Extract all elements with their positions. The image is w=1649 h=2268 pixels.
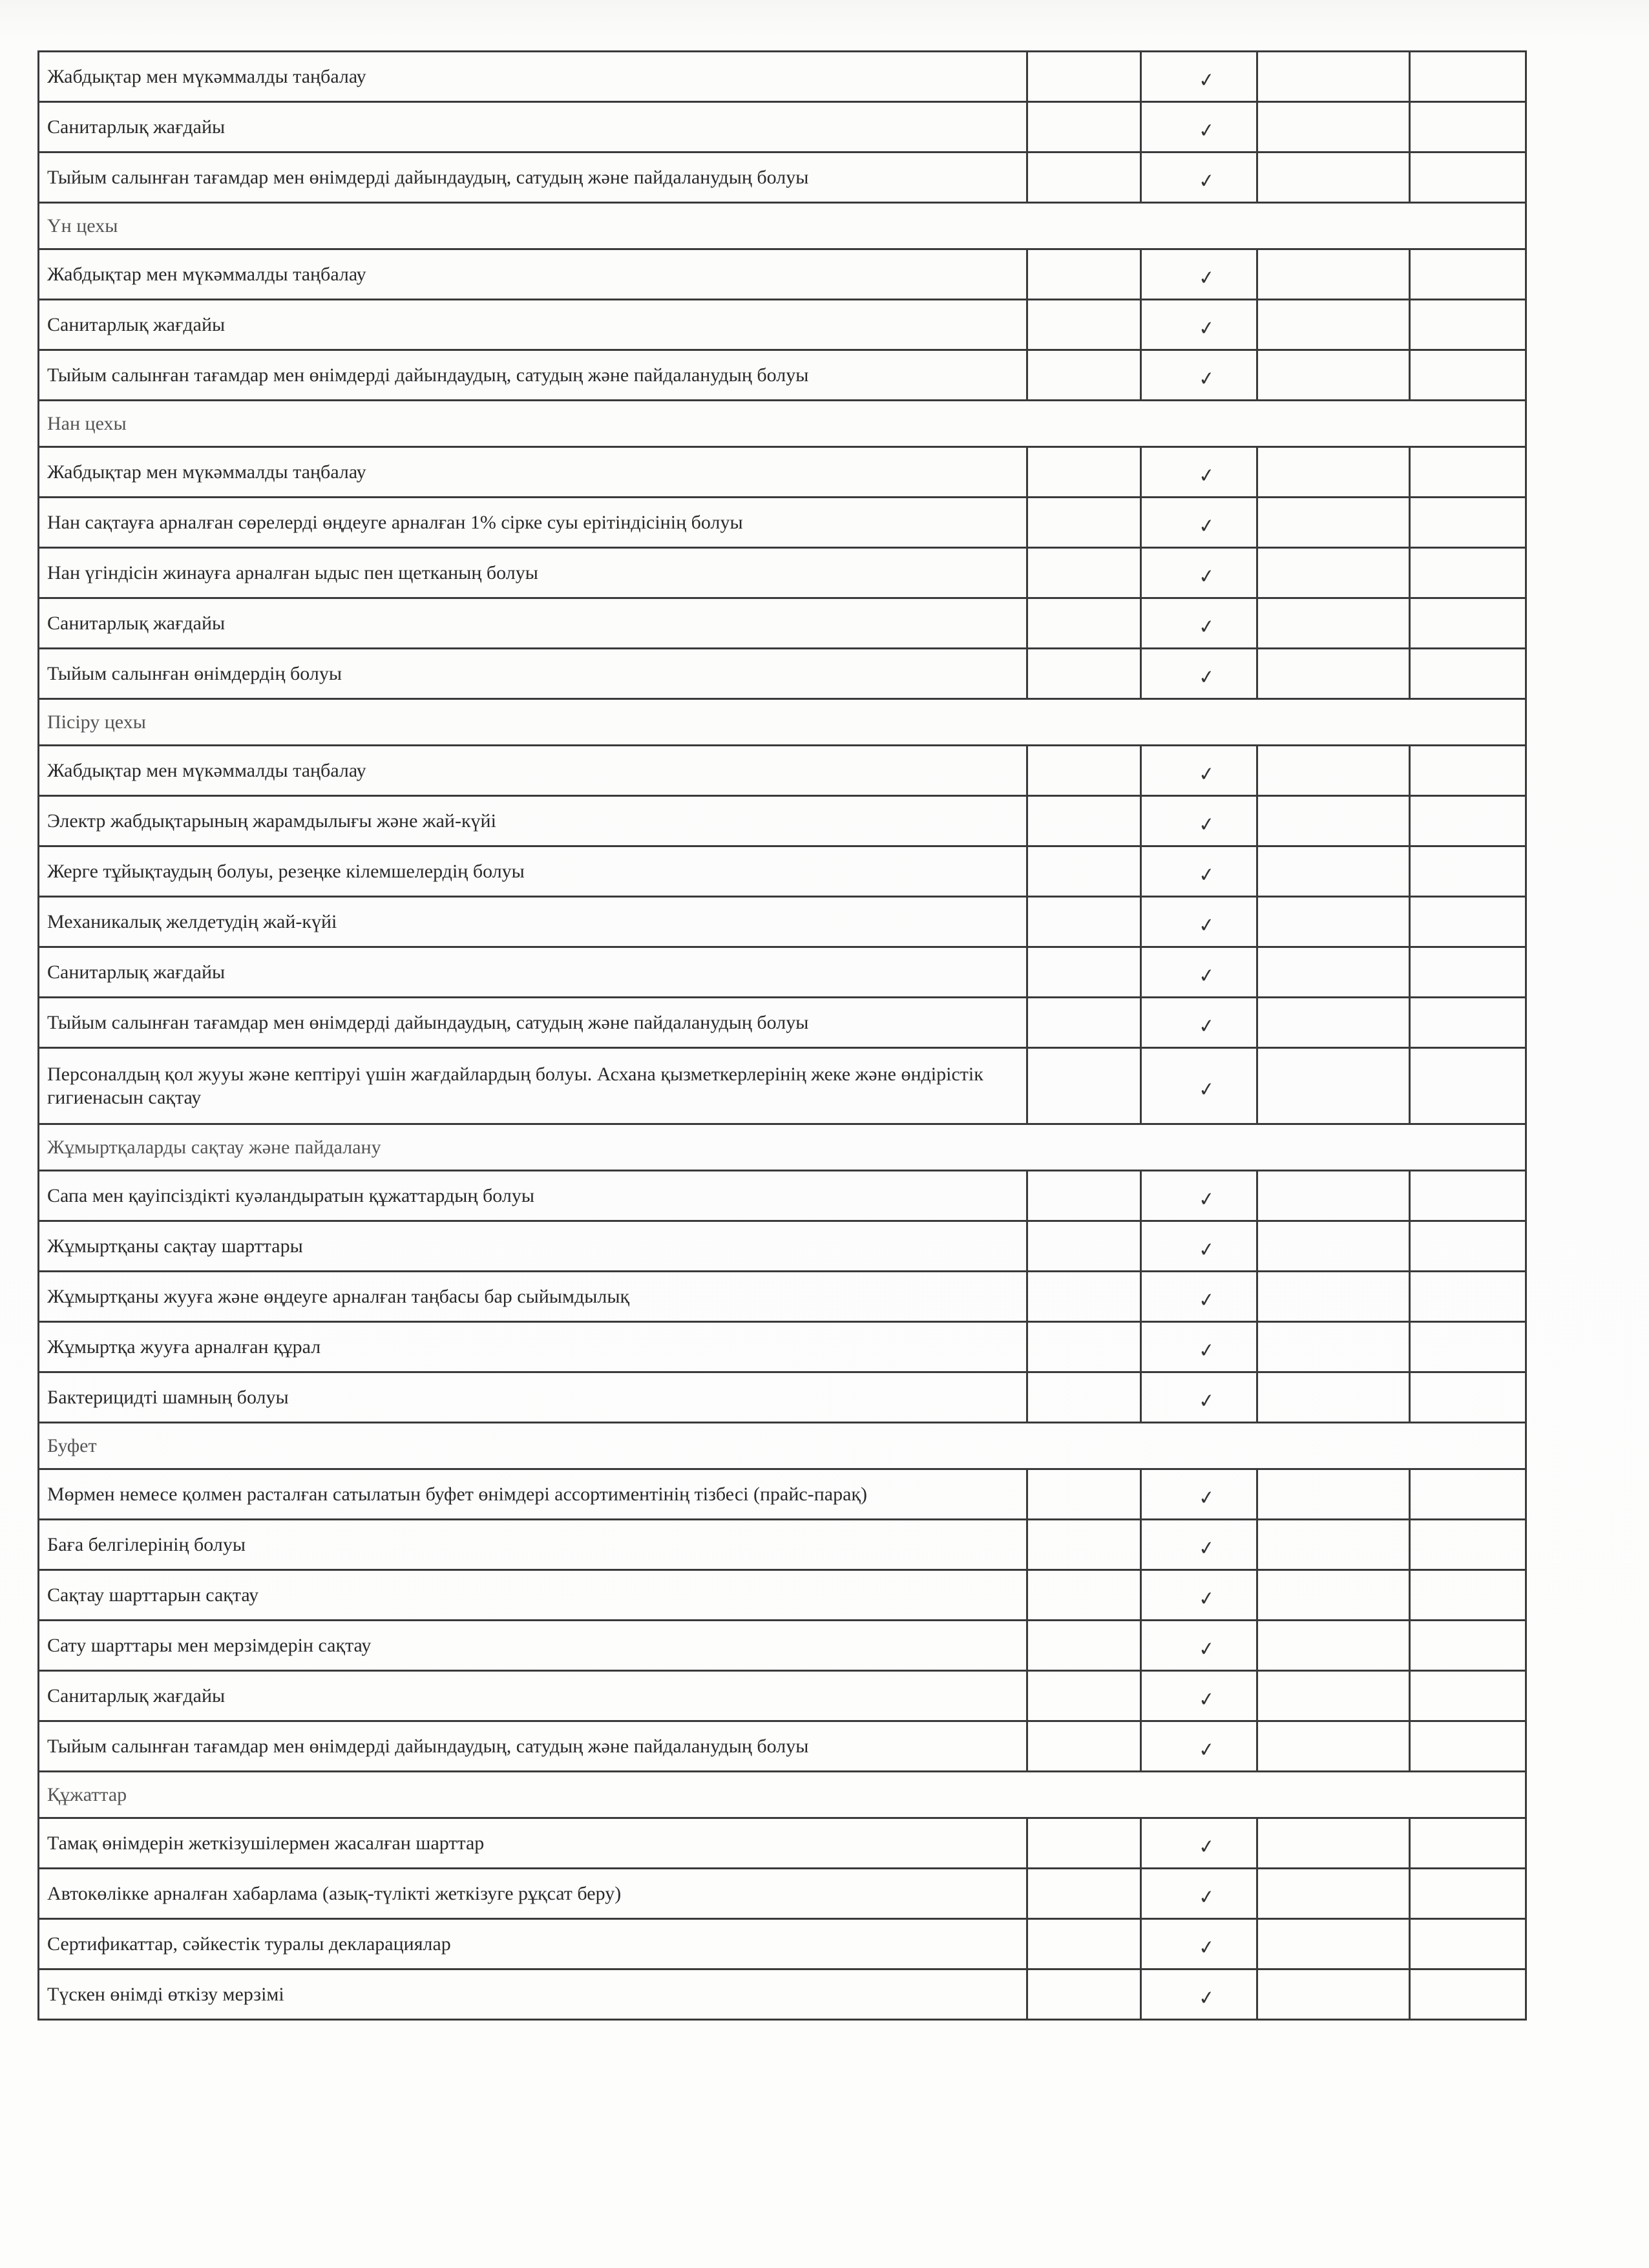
- section-title: Нан цехы: [39, 401, 1526, 447]
- requirement-text: Жабдықтар мен мүкәммалды таңбалау: [39, 249, 1027, 300]
- empty-cell: [1257, 598, 1410, 649]
- empty-cell: [1027, 1621, 1141, 1671]
- check-cell: [1141, 796, 1257, 846]
- checklist-row: [39, 300, 1526, 350]
- requirement-text: Бактерицидті шамның болуы: [39, 1372, 1027, 1423]
- empty-cell: [1027, 447, 1141, 498]
- checklist-row: [39, 1520, 1526, 1570]
- requirement-text: Жабдықтар мен мүкәммалды таңбалау: [39, 746, 1027, 796]
- empty-cell: [1410, 249, 1526, 300]
- inspection-checklist-table: [37, 50, 1527, 2021]
- empty-cell: [1257, 300, 1410, 350]
- requirement-text: Баға белгілерінің болуы: [39, 1520, 1027, 1570]
- empty-cell: [1410, 1469, 1526, 1520]
- empty-cell: [1027, 102, 1141, 152]
- requirement-text: Жұмыртқаны жууға және өңдеуге арналған таңбасы бар сыйымдылық: [39, 1272, 1027, 1322]
- check-cell: [1141, 649, 1257, 699]
- requirement-text: Сертификаттар, сәйкестік туралы декларациялар: [39, 1919, 1027, 1969]
- check-cell: [1141, 598, 1257, 649]
- checklist-row: [39, 1818, 1526, 1869]
- empty-cell: [1027, 52, 1141, 102]
- check-cell: [1141, 1869, 1257, 1919]
- checkmark-icon: ✓: [1197, 564, 1216, 589]
- requirement-text: Санитарлық жағдайы: [39, 102, 1027, 152]
- empty-cell: [1027, 1322, 1141, 1372]
- requirement-text: Жұмыртқаны сақтау шарттары: [39, 1221, 1027, 1272]
- checklist-row: [39, 1272, 1526, 1322]
- checklist-row: [39, 447, 1526, 498]
- requirement-text: Жабдықтар мен мүкәммалды таңбалау: [39, 52, 1027, 102]
- check-cell: [1141, 1372, 1257, 1423]
- empty-cell: [1257, 1048, 1410, 1124]
- check-cell: [1141, 52, 1257, 102]
- empty-cell: [1410, 102, 1526, 152]
- requirement-text: Автокөлікке арналған хабарлама (азық-түлікті жеткізуге рұқсат беру): [39, 1869, 1027, 1919]
- checklist-row: [39, 1048, 1526, 1124]
- empty-cell: [1410, 598, 1526, 649]
- checkmark-icon: ✓: [1197, 1834, 1216, 1859]
- requirement-text: Персоналдың қол жууы және кептіруі үшін жағдайлардың болуы. Асхана қызметкерлерінің жеке және өндірістік гигиенасын сақтау: [39, 1048, 1027, 1124]
- empty-cell: [1257, 1621, 1410, 1671]
- checklist-body: [39, 52, 1526, 2020]
- checklist-row: [39, 1372, 1526, 1423]
- empty-cell: [1257, 1869, 1410, 1919]
- checklist-row: [39, 846, 1526, 897]
- empty-cell: [1257, 746, 1410, 796]
- check-cell: [1141, 1721, 1257, 1772]
- checkmark-icon: ✓: [1197, 1885, 1216, 1909]
- checklist-row: [39, 102, 1526, 152]
- empty-cell: [1257, 947, 1410, 998]
- requirement-text: Тамақ өнімдерін жеткізушілермен жасалған шарттар: [39, 1818, 1027, 1869]
- checkmark-icon: ✓: [1197, 1486, 1216, 1510]
- checkmark-icon: ✓: [1197, 266, 1216, 290]
- empty-cell: [1410, 1621, 1526, 1671]
- empty-cell: [1410, 152, 1526, 203]
- requirement-text: Тыйым салынған тағамдар мен өнімдерді дайындаудың, сатудың және пайдаланудың болуы: [39, 152, 1027, 203]
- empty-cell: [1257, 447, 1410, 498]
- checklist-row: [39, 1322, 1526, 1372]
- empty-cell: [1257, 1171, 1410, 1221]
- empty-cell: [1410, 1721, 1526, 1772]
- requirement-text: Нан үгіндісін жинауға арналған ыдыс пен щетканың болуы: [39, 548, 1027, 598]
- empty-cell: [1410, 548, 1526, 598]
- empty-cell: [1257, 52, 1410, 102]
- empty-cell: [1027, 152, 1141, 203]
- checklist-row: [39, 1171, 1526, 1221]
- checkmark-icon: ✓: [1197, 463, 1216, 488]
- checkmark-icon: ✓: [1197, 1935, 1216, 1960]
- checklist-row: [39, 998, 1526, 1048]
- check-cell: [1141, 1671, 1257, 1721]
- empty-cell: [1027, 1520, 1141, 1570]
- checkmark-icon: ✓: [1197, 1237, 1216, 1262]
- empty-cell: [1410, 447, 1526, 498]
- check-cell: [1141, 1322, 1257, 1372]
- empty-cell: [1257, 1721, 1410, 1772]
- checkmark-icon: ✓: [1197, 316, 1216, 341]
- empty-cell: [1410, 300, 1526, 350]
- checklist-row: [39, 1621, 1526, 1671]
- check-cell: [1141, 1221, 1257, 1272]
- checklist-row: [39, 649, 1526, 699]
- empty-cell: [1257, 649, 1410, 699]
- empty-cell: [1410, 1570, 1526, 1621]
- empty-cell: [1027, 548, 1141, 598]
- empty-cell: [1257, 152, 1410, 203]
- checkmark-icon: ✓: [1197, 1637, 1216, 1661]
- empty-cell: [1027, 1048, 1141, 1124]
- check-cell: [1141, 947, 1257, 998]
- empty-cell: [1410, 947, 1526, 998]
- checklist-row: [39, 947, 1526, 998]
- empty-cell: [1410, 846, 1526, 897]
- check-cell: [1141, 1469, 1257, 1520]
- checkmark-icon: ✓: [1197, 1986, 1216, 2010]
- empty-cell: [1027, 649, 1141, 699]
- empty-cell: [1027, 1919, 1141, 1969]
- requirement-text: Механикалық желдетудің жай-күйі: [39, 897, 1027, 947]
- checkmark-icon: ✓: [1197, 963, 1216, 988]
- empty-cell: [1257, 1818, 1410, 1869]
- section-header-row: [39, 699, 1526, 746]
- empty-cell: [1027, 1671, 1141, 1721]
- empty-cell: [1257, 1969, 1410, 2020]
- checklist-row: [39, 1721, 1526, 1772]
- requirement-text: Электр жабдықтарының жарамдылығы және жай-күйі: [39, 796, 1027, 846]
- check-cell: [1141, 548, 1257, 598]
- empty-cell: [1257, 1221, 1410, 1272]
- check-cell: [1141, 1520, 1257, 1570]
- empty-cell: [1410, 796, 1526, 846]
- requirement-text: Санитарлық жағдайы: [39, 300, 1027, 350]
- empty-cell: [1027, 796, 1141, 846]
- checkmark-icon: ✓: [1197, 812, 1216, 837]
- check-cell: [1141, 998, 1257, 1048]
- section-header-row: [39, 1124, 1526, 1171]
- empty-cell: [1257, 1272, 1410, 1322]
- checklist-row: [39, 1671, 1526, 1721]
- check-cell: [1141, 1272, 1257, 1322]
- empty-cell: [1257, 846, 1410, 897]
- check-cell: [1141, 1919, 1257, 1969]
- checkmark-icon: ✓: [1197, 1586, 1216, 1611]
- checkmark-icon: ✓: [1197, 863, 1216, 887]
- section-header-row: [39, 401, 1526, 447]
- empty-cell: [1410, 498, 1526, 548]
- check-cell: [1141, 102, 1257, 152]
- check-cell: [1141, 300, 1257, 350]
- check-cell: [1141, 447, 1257, 498]
- empty-cell: [1027, 350, 1141, 401]
- empty-cell: [1027, 846, 1141, 897]
- requirement-text: Мөрмен немесе қолмен расталған сатылатын буфет өнімдері ассортиментінің тізбесі (прайс-парақ): [39, 1469, 1027, 1520]
- checkmark-icon: ✓: [1197, 1738, 1216, 1762]
- section-header-row: [39, 1772, 1526, 1818]
- checkmark-icon: ✓: [1197, 366, 1216, 391]
- check-cell: [1141, 1171, 1257, 1221]
- section-title: Жұмыртқаларды сақтау және пайдалану: [39, 1124, 1526, 1171]
- checklist-row: [39, 249, 1526, 300]
- requirement-text: Тыйым салынған тағамдар мен өнімдерді дайындаудың, сатудың және пайдаланудың болуы: [39, 1721, 1027, 1772]
- section-header-row: [39, 1423, 1526, 1469]
- empty-cell: [1410, 52, 1526, 102]
- empty-cell: [1257, 548, 1410, 598]
- checklist-row: [39, 1570, 1526, 1621]
- checklist-row: [39, 598, 1526, 649]
- empty-cell: [1027, 1570, 1141, 1621]
- checkmark-icon: ✓: [1197, 1687, 1216, 1712]
- empty-cell: [1027, 1221, 1141, 1272]
- check-cell: [1141, 152, 1257, 203]
- checklist-row: [39, 1469, 1526, 1520]
- checkmark-icon: ✓: [1197, 1389, 1216, 1413]
- check-cell: [1141, 1969, 1257, 2020]
- empty-cell: [1257, 1322, 1410, 1372]
- checklist-row: [39, 152, 1526, 203]
- checklist-row: [39, 1969, 1526, 2020]
- empty-cell: [1410, 1048, 1526, 1124]
- section-title: Буфет: [39, 1423, 1526, 1469]
- requirement-text: Сату шарттары мен мерзімдерін сақтау: [39, 1621, 1027, 1671]
- checkmark-icon: ✓: [1197, 1014, 1216, 1038]
- empty-cell: [1410, 1919, 1526, 1969]
- checklist-row: [39, 1869, 1526, 1919]
- checkmark-icon: ✓: [1197, 1288, 1216, 1312]
- requirement-text: Санитарлық жағдайы: [39, 598, 1027, 649]
- empty-cell: [1410, 1372, 1526, 1423]
- empty-cell: [1257, 1469, 1410, 1520]
- checkmark-icon: ✓: [1197, 913, 1216, 938]
- checkmark-icon: ✓: [1197, 1077, 1216, 1102]
- requirement-text: Сақтау шарттарын сақтау: [39, 1570, 1027, 1621]
- empty-cell: [1410, 998, 1526, 1048]
- checkmark-icon: ✓: [1197, 169, 1216, 193]
- requirement-text: Түскен өнімді өткізу мерзімі: [39, 1969, 1027, 2020]
- requirement-text: Санитарлық жағдайы: [39, 1671, 1027, 1721]
- empty-cell: [1410, 1171, 1526, 1221]
- requirement-text: Жұмыртқа жууға арналған құрал: [39, 1322, 1027, 1372]
- requirement-text: Тыйым салынған тағамдар мен өнімдерді дайындаудың, сатудың және пайдаланудың болуы: [39, 350, 1027, 401]
- empty-cell: [1410, 1969, 1526, 2020]
- empty-cell: [1410, 350, 1526, 401]
- requirement-text: Тыйым салынған өнімдердің болуы: [39, 649, 1027, 699]
- requirement-text: Жабдықтар мен мүкәммалды таңбалау: [39, 447, 1027, 498]
- check-cell: [1141, 1621, 1257, 1671]
- check-cell: [1141, 1818, 1257, 1869]
- empty-cell: [1027, 746, 1141, 796]
- empty-cell: [1410, 1869, 1526, 1919]
- empty-cell: [1257, 897, 1410, 947]
- empty-cell: [1257, 249, 1410, 300]
- empty-cell: [1027, 300, 1141, 350]
- requirement-text: Санитарлық жағдайы: [39, 947, 1027, 998]
- empty-cell: [1027, 1969, 1141, 2020]
- checklist-row: [39, 1221, 1526, 1272]
- checklist-row: [39, 796, 1526, 846]
- empty-cell: [1027, 947, 1141, 998]
- empty-cell: [1257, 102, 1410, 152]
- checkmark-icon: ✓: [1197, 118, 1216, 143]
- empty-cell: [1257, 498, 1410, 548]
- checklist-row: [39, 1919, 1526, 1969]
- empty-cell: [1410, 1818, 1526, 1869]
- empty-cell: [1027, 1469, 1141, 1520]
- empty-cell: [1257, 1570, 1410, 1621]
- empty-cell: [1257, 998, 1410, 1048]
- empty-cell: [1410, 1322, 1526, 1372]
- empty-cell: [1410, 897, 1526, 947]
- section-title: Пісіру цехы: [39, 699, 1526, 746]
- check-cell: [1141, 1570, 1257, 1621]
- empty-cell: [1410, 746, 1526, 796]
- empty-cell: [1027, 249, 1141, 300]
- checkmark-icon: ✓: [1197, 1536, 1216, 1560]
- empty-cell: [1027, 1869, 1141, 1919]
- checkmark-icon: ✓: [1197, 614, 1216, 639]
- checkmark-icon: ✓: [1197, 665, 1216, 689]
- requirement-text: Нан сақтауға арналған сөрелерді өңдеуге арналған 1% сірке суы ерітіндісінің болуы: [39, 498, 1027, 548]
- requirement-text: Жерге тұйықтаудың болуы, резеңке кілемшелердің болуы: [39, 846, 1027, 897]
- checklist-row: [39, 897, 1526, 947]
- empty-cell: [1027, 598, 1141, 649]
- checkmark-icon: ✓: [1197, 1338, 1216, 1363]
- section-title: Үн цехы: [39, 203, 1526, 249]
- empty-cell: [1027, 1818, 1141, 1869]
- empty-cell: [1257, 1919, 1410, 1969]
- check-cell: [1141, 249, 1257, 300]
- empty-cell: [1027, 897, 1141, 947]
- requirement-text: Сапа мен қауіпсіздікті куәландыратын құжаттардың болуы: [39, 1171, 1027, 1221]
- empty-cell: [1027, 1272, 1141, 1322]
- check-cell: [1141, 746, 1257, 796]
- checkmark-icon: ✓: [1197, 514, 1216, 538]
- check-cell: [1141, 350, 1257, 401]
- checkmark-icon: ✓: [1197, 1187, 1216, 1212]
- empty-cell: [1257, 1520, 1410, 1570]
- empty-cell: [1027, 1372, 1141, 1423]
- check-cell: [1141, 846, 1257, 897]
- empty-cell: [1257, 1372, 1410, 1423]
- empty-cell: [1027, 498, 1141, 548]
- checklist-row: [39, 498, 1526, 548]
- section-title: Құжаттар: [39, 1772, 1526, 1818]
- empty-cell: [1257, 350, 1410, 401]
- check-cell: [1141, 897, 1257, 947]
- empty-cell: [1257, 1671, 1410, 1721]
- empty-cell: [1410, 649, 1526, 699]
- checkmark-icon: ✓: [1197, 68, 1216, 92]
- empty-cell: [1027, 1171, 1141, 1221]
- checklist-row: [39, 350, 1526, 401]
- empty-cell: [1410, 1520, 1526, 1570]
- empty-cell: [1410, 1221, 1526, 1272]
- requirement-text: Тыйым салынған тағамдар мен өнімдерді дайындаудың, сатудың және пайдаланудың болуы: [39, 998, 1027, 1048]
- checklist-row: [39, 52, 1526, 102]
- checklist-row: [39, 548, 1526, 598]
- checkmark-icon: ✓: [1197, 762, 1216, 786]
- empty-cell: [1027, 1721, 1141, 1772]
- empty-cell: [1410, 1272, 1526, 1322]
- empty-cell: [1410, 1671, 1526, 1721]
- section-header-row: [39, 203, 1526, 249]
- empty-cell: [1257, 796, 1410, 846]
- check-cell: [1141, 498, 1257, 548]
- empty-cell: [1027, 998, 1141, 1048]
- check-cell: [1141, 1048, 1257, 1124]
- checklist-row: [39, 746, 1526, 796]
